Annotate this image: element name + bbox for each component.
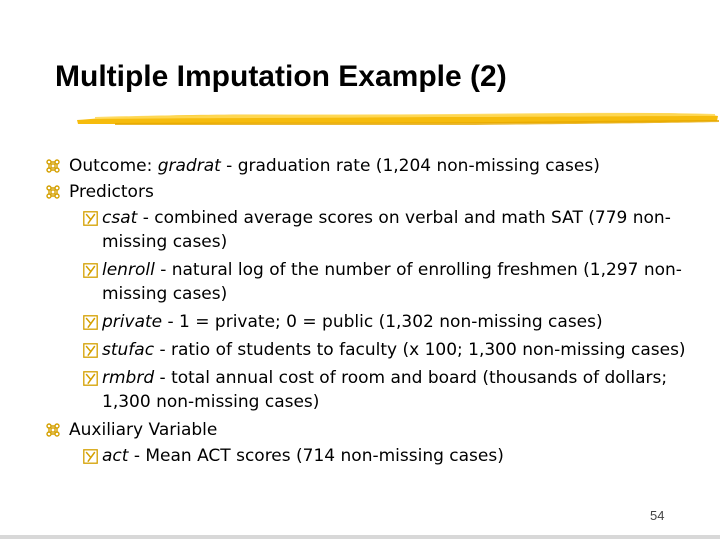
variable-name: private	[102, 312, 163, 332]
bottom-rule	[0, 535, 720, 539]
bullet-item	[44, 180, 694, 204]
checkbox-y-icon	[83, 343, 98, 358]
item-lead-text: Outcome:	[69, 156, 158, 176]
sub-bullet-item	[82, 366, 694, 414]
item-lead-text: Auxiliary Variable	[69, 420, 218, 440]
checkbox-y-icon	[83, 211, 98, 226]
page-number: 54	[650, 508, 665, 523]
bullet-item	[44, 154, 694, 178]
item-description: - total annual cost of room and board (thousands of dollars; 1,300 non-missing cases)	[102, 368, 668, 412]
variable-name: act	[102, 446, 129, 466]
item-description: - graduation rate (1,204 non-missing cases)	[220, 156, 600, 176]
bullet-item	[44, 418, 694, 442]
item-description: - combined average scores on verbal and math SAT (779 non-missing cases)	[102, 208, 671, 252]
bullet-list	[44, 154, 694, 472]
item-lead-text: Predictors	[69, 182, 154, 202]
variable-name: lenroll	[102, 260, 155, 280]
item-description: - 1 = private; 0 = public (1,302 non-missing cases)	[162, 312, 603, 332]
command-key-icon	[46, 159, 60, 173]
variable-name: csat	[102, 208, 138, 228]
slide-title: Multiple Imputation Example (2)	[55, 60, 507, 93]
variable-name: rmbrd	[102, 368, 155, 388]
command-key-icon	[46, 185, 60, 199]
item-description: - ratio of students to faculty (x 100; 1,300 non-missing cases)	[154, 340, 686, 360]
variable-name: stufac	[102, 340, 155, 360]
sub-bullet-item	[82, 338, 694, 362]
sub-bullet-item	[82, 444, 694, 468]
item-description: - natural log of the number of enrolling freshmen (1,297 non-missing cases)	[102, 260, 682, 304]
item-description: - Mean ACT scores (714 non-missing cases)	[128, 446, 504, 466]
checkbox-y-icon	[83, 263, 98, 278]
checkbox-y-icon	[83, 315, 98, 330]
checkbox-y-icon	[83, 371, 98, 386]
sub-bullet-item	[82, 310, 694, 334]
sub-bullet-item	[82, 206, 694, 254]
command-key-icon	[46, 423, 60, 437]
variable-name: gradrat	[157, 156, 221, 176]
brush-stroke-underline	[75, 108, 720, 130]
sub-bullet-item	[82, 258, 694, 306]
checkbox-y-icon	[83, 449, 98, 464]
